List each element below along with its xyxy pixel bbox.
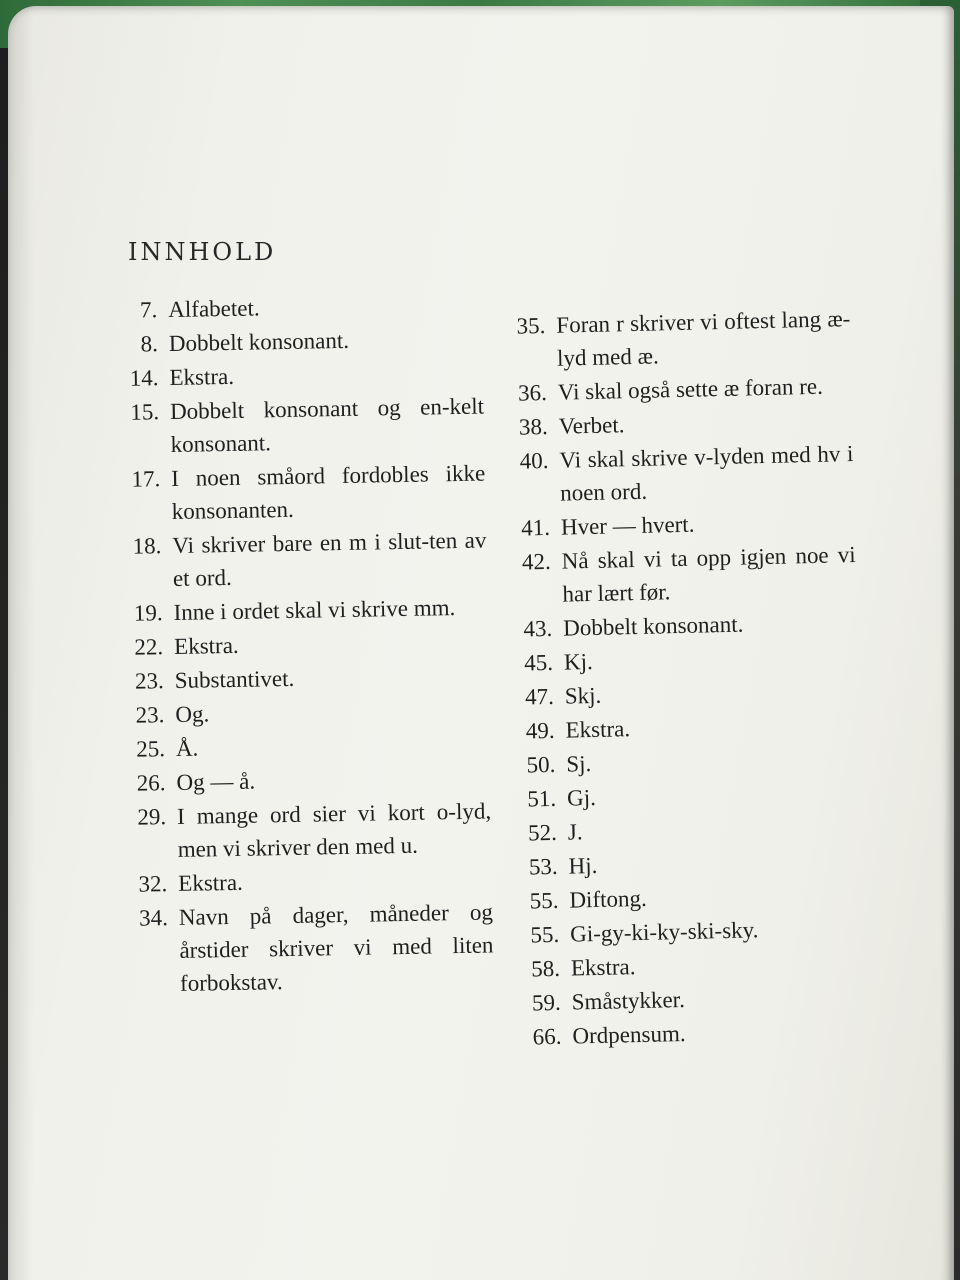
entry-page-number: 51. (527, 785, 557, 812)
entry-title: Sj. (566, 751, 592, 777)
contents-entry (505, 538, 856, 612)
entry-title: Vi skal også sette æ foran re. (557, 373, 824, 405)
entry-title: Ekstra. (565, 716, 631, 743)
entry-page-number: 50. (526, 751, 556, 778)
entry-page-number: 47. (524, 683, 555, 710)
entry-page-number: 35. (516, 312, 546, 339)
contents-column-left (112, 288, 494, 1002)
contents-entry (117, 590, 488, 629)
contents-entry (120, 760, 491, 799)
entry-title: Inne i ordet skal vi skrive mm. (173, 595, 456, 625)
entry-title: Foran r skriver vi oftest lang æ-lyd med æ. (556, 306, 851, 371)
entry-page-number: 8. (140, 331, 159, 357)
entry-title: Og. (175, 701, 210, 727)
contents-entry (123, 895, 495, 1000)
entry-title: Gi-gy-ki-ky-ski-sky. (569, 917, 759, 947)
entry-page-number: 59. (531, 989, 562, 1016)
contents-entry (118, 624, 489, 663)
contents-entry (113, 322, 484, 361)
contents-entry (503, 437, 854, 511)
entry-page-number: 14. (129, 365, 159, 391)
contents-entry (500, 302, 851, 376)
contents-entry (120, 726, 491, 765)
entry-title: Småstykker. (571, 986, 686, 1015)
entry-page-number: 26. (136, 770, 166, 796)
entry-title: Substantivet. (174, 665, 295, 693)
entry-title: Skj. (564, 682, 602, 709)
contents-entry (116, 524, 487, 596)
entry-page-number: 25. (135, 736, 166, 762)
entry-page-number: 53. (528, 853, 558, 880)
entry-title: Alfabetet. (168, 295, 260, 323)
entry-page-number: 7. (139, 297, 158, 323)
entry-page-number: 19. (133, 600, 163, 626)
entry-page-number: 34. (138, 905, 169, 931)
entry-title: Å. (175, 735, 199, 761)
entry-title: Dobbelt konsonant. (562, 611, 744, 641)
entry-page-number: 52. (527, 819, 558, 846)
contents-heading: INNHOLD (128, 238, 277, 266)
entry-page-number: 15. (130, 399, 160, 425)
entry-title: Dobbelt konsonant. (168, 327, 350, 357)
entry-page-number: 41. (520, 514, 551, 541)
contents-entry (114, 390, 485, 462)
entry-title: Hver — hvert. (560, 511, 695, 540)
entry-title: Ekstra. (169, 363, 235, 391)
entry-title: I mange ord sier vi kort o-lyd, men vi skriver den med u. (176, 798, 492, 862)
entry-page-number: 45. (523, 649, 554, 676)
entry-title: I noen småord fordobles ikke konsonanten. (171, 460, 486, 524)
entry-page-number: 40. (519, 447, 549, 474)
contents-entry (118, 658, 489, 697)
contents-entry (115, 457, 486, 529)
contents-entry (112, 288, 483, 327)
entry-page-number: 66. (532, 1023, 562, 1050)
contents-entry (119, 692, 490, 731)
entry-title: Dobbelt konsonant og en-kelt konsonant. (169, 393, 485, 457)
contents-entry (121, 794, 492, 866)
entry-title: Ordpensum. (572, 1020, 686, 1049)
contents-entry (122, 861, 493, 900)
entry-page-number: 38. (518, 413, 548, 440)
entry-page-number: 36. (517, 379, 548, 406)
entry-page-number: 29. (137, 804, 167, 830)
page-fold-shadow (8, 6, 34, 1280)
entry-page-number: 49. (525, 717, 555, 744)
entry-title: Navn på dager, måneder og årstider skriver vi med liten forbokstav. (178, 899, 494, 996)
entry-page-number: 17. (131, 466, 161, 492)
entry-title: Vi skal skrive v-lyden med hv i noen ord. (559, 441, 854, 506)
entry-title: J. (567, 819, 583, 845)
entry-title: Verbet. (558, 412, 625, 439)
entry-title: Gj. (566, 784, 597, 811)
entry-page-number: 42. (521, 548, 552, 575)
entry-page-number: 22. (134, 634, 164, 660)
entry-title: Ekstra. (178, 869, 244, 896)
entry-title: Diftong. (569, 885, 647, 913)
entry-title: Ekstra. (570, 954, 636, 981)
entry-page-number: 23. (135, 702, 165, 728)
entry-title: Hj. (568, 852, 598, 879)
entry-page-number: 55. (529, 887, 559, 914)
contents-column-right (500, 302, 867, 1055)
contents-entry (113, 356, 484, 395)
contents-entry (516, 1013, 867, 1054)
entry-page-number: 55. (530, 921, 560, 948)
entry-title: Nå skal vi ta opp igjen noe vi har lært før. (561, 541, 856, 607)
entry-title: Kj. (563, 648, 594, 675)
entry-page-number: 18. (132, 533, 162, 559)
entry-page-number: 43. (523, 615, 553, 642)
entry-title: Ekstra. (173, 632, 239, 659)
entry-page-number: 58. (530, 955, 561, 982)
entry-title: Og — å. (176, 768, 256, 795)
entry-title: Vi skriver bare en m i slut-ten av et ord. (172, 527, 487, 591)
entry-page-number: 32. (138, 871, 168, 897)
entry-page-number: 23. (134, 668, 164, 694)
